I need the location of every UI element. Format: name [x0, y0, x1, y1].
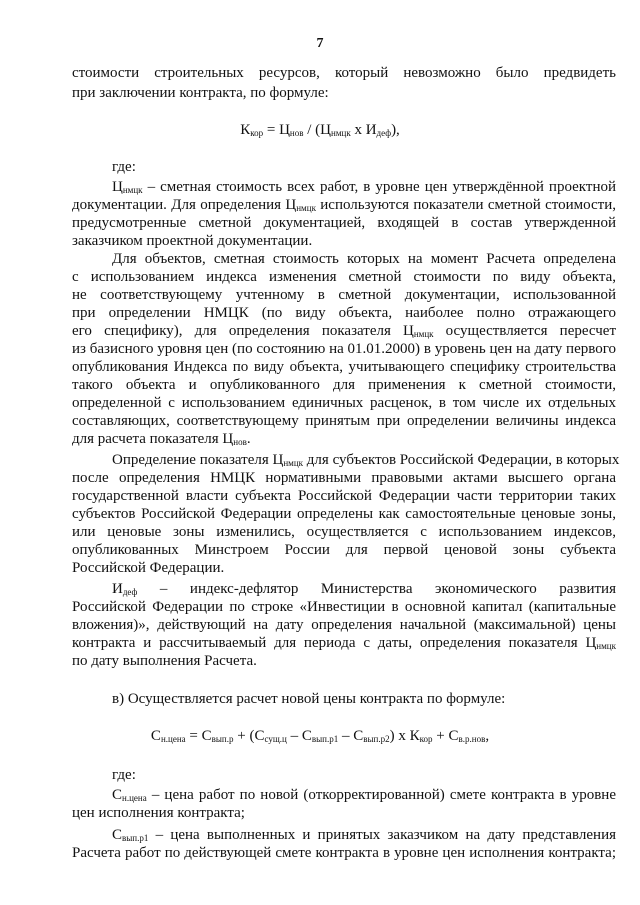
text-line: Определение показателя $Ц_{нмцк}$ для субъектов Российской Федерации, в которых [112, 452, 620, 468]
text-line: после определения НМЦК нормативными правовыми актами высшего органа [72, 470, 616, 486]
text-line: с использованием индекса изменения сметной стоимости по виду объекта, [72, 269, 616, 285]
text-line: $С_{н.цена}$ – цена работ по новой (откорректированной) смете контракта в уровне [112, 787, 616, 803]
text-line: такого объекта и опубликованного для применения к сметной стоимости, [72, 377, 616, 393]
text-line: $И_{деф}$ – индекс-дефлятор Министерства экономического развития [112, 581, 616, 597]
text-line: его специфику), для определения показателя $Ц_{нмцк}$ осуществляется пересчет [72, 323, 616, 339]
text-line: вложения)», действующий на дату определения начальной (максимальной) цены [72, 617, 616, 633]
text-line: не соответствующему учтенному в сметной документации, использованной [72, 287, 616, 303]
text-line: опубликованных Минстроем России для первой ценовой зоны субъекта [72, 542, 616, 558]
text-line: по дату выполнения Расчета. [72, 653, 257, 669]
page-number: 7 [316, 36, 324, 51]
text-line: из базисного уровня цен (по состоянию на 01.01.2000) в уровень цен на дату первого [72, 341, 616, 357]
text-line: Для объектов, сметная стоимость которых на момент Расчета определена [112, 251, 616, 267]
text-line: составляющих, соответствующему принятым при определении величины индекса [72, 413, 616, 429]
text-line: при заключении контракта, по формуле: [72, 85, 329, 101]
text-line: или ценовые зоны изменились, осуществляется с использованием индексов, [72, 524, 616, 540]
text-line: Расчета работ по действующей смете контракта в уровне цен исполнения контракта; [72, 845, 616, 861]
text-line: Российской Федерации. [72, 560, 225, 576]
formula-k-kor: $К_{кор} = Ц_{нов} / (Ц_{нмцк}$ x $И_{деф}$), [240, 122, 400, 138]
text-line: для расчета показателя $Ц_{нов}$. [72, 431, 251, 447]
text-line: предусмотренные сметной документацией, входящей в состав утвержденной [72, 215, 616, 231]
text-line: Российской Федерации по строке «Инвестиции в основной капитал (капитальные [72, 599, 616, 615]
formula-new-price: $С_{н.цена} = С_{вып.р} + (С_{сущ.ц} - С_{вып.р1} - С_{вып.р2})$ x $К_{кор} + С_{в.р.нов}$, [150, 728, 490, 744]
section-heading: в) Осуществляется расчет новой цены контракта по формуле: [112, 691, 506, 707]
text-line: субъектов Российской Федерации определены как самостоятельные ценовые зоны, [72, 506, 616, 522]
text-line: $Ц_{нмцк}$ – сметная стоимость всех работ, в уровне цен утверждённой проектной [112, 179, 616, 195]
text-line: где: [112, 767, 136, 783]
text-line: $С_{вып.р1}$ – цена выполненных и принятых заказчиком на дату представления [112, 827, 616, 843]
text-line: опубликования Индекса по виду объекта, учитывающего специфику строительства [72, 359, 616, 375]
text-line: документации. Для определения $Ц_{нмцк}$ используются показатели сметной стоимости, [72, 197, 616, 213]
text-line: государственной власти субъекта Российской Федерации части территории таких [72, 488, 616, 504]
text-line: определенной с использованием единичных расценок, в том числе их отдельных [72, 395, 616, 411]
text-line: цен исполнения контракта; [72, 805, 245, 821]
text-line: заказчиком проектной документации. [72, 233, 313, 249]
text-line: при определении НМЦК (по виду объекта, наиболее полно отражающего [72, 305, 616, 321]
text-line: контракта и рассчитываемый для периода с даты, определения показателя $Ц_{нмцк}$ [72, 635, 616, 651]
text-line: стоимости строительных ресурсов, который невозможно было предвидеть [72, 65, 616, 81]
text-line: где: [112, 159, 136, 175]
